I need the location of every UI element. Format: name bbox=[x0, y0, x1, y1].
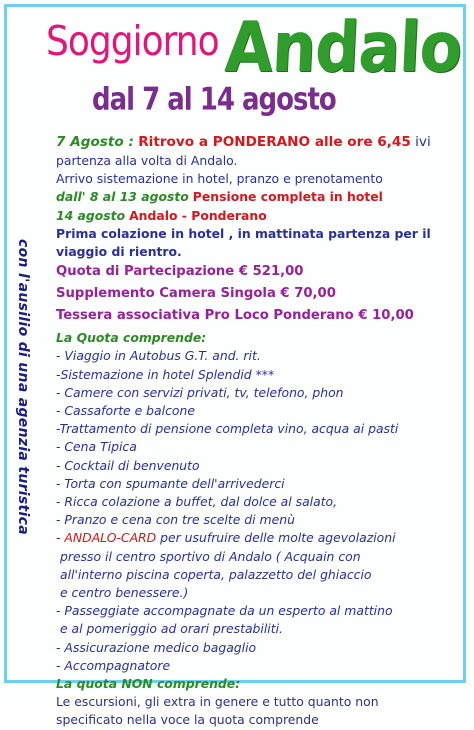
itinerary-line-6: Prima colazione in hotel , in mattinata partenza per il bbox=[56, 225, 431, 241]
includes-item: - Ricca colazione a buffet, dal dolce al salato, bbox=[56, 494, 338, 510]
itinerary-date-1: 7 Agosto : bbox=[56, 134, 134, 150]
title-soggiorno: Soggiorno bbox=[46, 18, 219, 66]
itinerary-date-3: 14 agosto bbox=[56, 207, 126, 223]
includes-walk-line-1: - Passeggiate accompagnate da un esperto al mattino bbox=[56, 603, 393, 619]
includes-heading: La Quota comprende: bbox=[56, 330, 207, 346]
excludes-line-1: Le escursioni, gli extra in genere e tutto quanto non bbox=[56, 694, 379, 710]
itinerary-line-2: partenza alla volta di Andalo. bbox=[56, 153, 238, 168]
flyer-content bbox=[56, 133, 466, 730]
includes-item: - Cocktail di benvenuto bbox=[56, 457, 200, 473]
itinerary-board: Pensione completa in hotel bbox=[192, 189, 383, 205]
includes-item: - Cena Tipica bbox=[56, 439, 137, 455]
itinerary-route: Andalo - Ponderano bbox=[129, 207, 267, 223]
card-name: ANDALO-CARD bbox=[64, 530, 157, 546]
excludes-heading: La quota NON comprende: bbox=[56, 676, 241, 692]
includes-item: -Sistemazione in hotel Splendid *** bbox=[56, 366, 275, 382]
itinerary-line-1 bbox=[56, 133, 466, 152]
itinerary-line-4 bbox=[56, 188, 466, 206]
includes-insurance: - Assicurazione medico bagaglio bbox=[56, 639, 257, 655]
itinerary-date-2: dall' 8 al 13 agosto bbox=[56, 189, 189, 205]
excludes-line-2: specificato nella voce la quota comprende bbox=[56, 712, 319, 728]
price-quota: Quota di Partecipazione € 521,00 bbox=[56, 264, 304, 280]
includes-item: - Torta con spumante dell'arrivederci bbox=[56, 475, 285, 491]
card-prefix: - bbox=[56, 530, 65, 546]
includes-item: - Pranzo e cena con tre scelte di menù bbox=[56, 512, 295, 528]
includes-item: -Trattamento di pensione completa vino, acqua ai pasti bbox=[56, 421, 399, 437]
includes-item: - Viaggio in Autobus G.T. and. rit. bbox=[56, 348, 261, 364]
includes-walk-line-2: e al pomeriggio ad orari prestabiliti. bbox=[60, 621, 283, 637]
includes-card-line-2: presso il centro sportivo di Andalo ( Acquain con bbox=[60, 548, 361, 564]
includes-item: - Camere con servizi privati, tv, telefono, phon bbox=[56, 384, 344, 400]
itinerary-tail: ivi bbox=[415, 134, 431, 150]
price-tessera: Tessera associativa Pro Loco Ponderano € 10,00 bbox=[56, 308, 414, 324]
includes-card-line-3: all'interno piscina coperta, palazzetto del ghiaccio bbox=[60, 566, 372, 582]
includes-card-line-4: e centro benessere.) bbox=[60, 585, 189, 601]
includes-escort: - Accompagnatore bbox=[56, 657, 171, 673]
includes-item: - Cassaforte e balcone bbox=[56, 403, 195, 419]
title-dates: dal 7 al 14 agosto bbox=[92, 82, 336, 118]
itinerary-line-5 bbox=[56, 207, 466, 225]
includes-card-line-1 bbox=[56, 529, 466, 547]
price-supplemento: Supplemento Camera Singola € 70,00 bbox=[56, 286, 336, 302]
itinerary-line-7: viaggio di rientro. bbox=[56, 244, 182, 260]
side-note bbox=[9, 190, 37, 585]
itinerary-line-3: Arrivo sistemazione in hotel, pranzo e prenotamento bbox=[56, 171, 383, 187]
side-note-text: con l'ausilio di una agenzia turistica bbox=[15, 239, 31, 535]
title-andalo: Andalo bbox=[223, 6, 464, 88]
card-rest: per usufruire delle molte agevolazioni bbox=[156, 530, 396, 546]
itinerary-meeting: Ritrovo a PONDERANO alle ore 6,45 bbox=[138, 134, 411, 150]
